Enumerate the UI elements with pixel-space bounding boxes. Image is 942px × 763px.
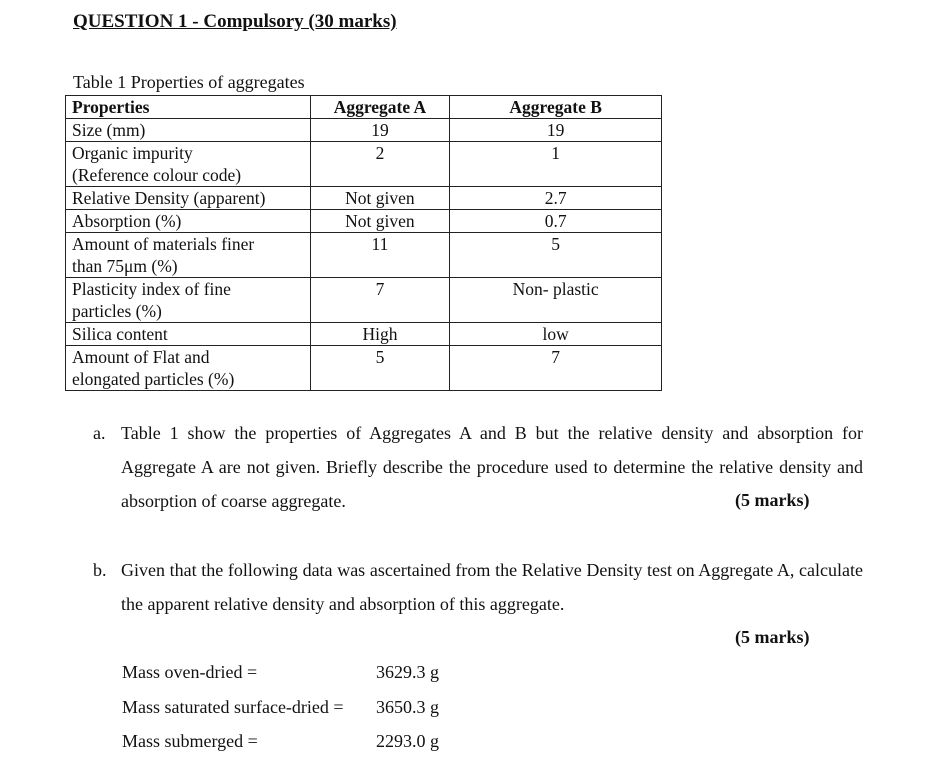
data-label: Mass saturated surface-dried = bbox=[122, 697, 344, 717]
data-label: Mass oven-dried = bbox=[122, 662, 258, 682]
property-line: Relative Density (apparent) bbox=[72, 188, 266, 208]
aggregate-a-cell: High bbox=[310, 323, 450, 346]
table-row bbox=[66, 346, 662, 391]
property-line: elongated particles (%) bbox=[72, 369, 235, 389]
property-cell bbox=[66, 187, 311, 210]
property-line: than 75μm (%) bbox=[72, 256, 178, 276]
part-b-text: Given that the following data was ascertained from the Relative Density test on Aggregate A, calculate the apparent relative density and absorption of this aggregate. bbox=[121, 560, 863, 614]
property-line: Organic impurity bbox=[72, 143, 193, 163]
aggregate-b-cell: 5 bbox=[450, 233, 662, 278]
aggregate-a-cell: 2 bbox=[310, 142, 450, 187]
property-line: particles (%) bbox=[72, 301, 162, 321]
part-a-letter: a. bbox=[93, 423, 106, 443]
property-cell bbox=[66, 323, 311, 346]
property-cell bbox=[66, 346, 311, 391]
part-a-text: Table 1 show the properties of Aggregates A and B but the relative density and absorption for Aggregate A are not given. Briefly describe the procedure used to determine the relative density and absorption of coarse aggregate. bbox=[121, 423, 863, 511]
aggregate-a-cell: 5 bbox=[310, 346, 450, 391]
aggregate-a-cell: 11 bbox=[310, 233, 450, 278]
table-caption: Table 1 Properties of aggregates bbox=[73, 72, 305, 92]
table-header-row bbox=[66, 96, 662, 119]
aggregate-b-cell: 19 bbox=[450, 119, 662, 142]
properties-table bbox=[65, 95, 662, 391]
property-line: Silica content bbox=[72, 324, 168, 344]
table-row bbox=[66, 323, 662, 346]
table-row bbox=[66, 278, 662, 323]
table-row bbox=[66, 142, 662, 187]
data-value: 3650.3 g bbox=[376, 697, 439, 717]
header-properties: Properties bbox=[66, 96, 311, 119]
property-cell bbox=[66, 210, 311, 233]
property-cell bbox=[66, 278, 311, 323]
data-label: Mass submerged = bbox=[122, 731, 258, 751]
header-aggregate-b: Aggregate B bbox=[450, 96, 662, 119]
aggregate-b-cell: low bbox=[450, 323, 662, 346]
property-line: Absorption (%) bbox=[72, 211, 182, 231]
property-line: Amount of materials finer bbox=[72, 234, 255, 254]
aggregate-a-cell: 19 bbox=[310, 119, 450, 142]
aggregate-b-cell: Non- plastic bbox=[450, 278, 662, 323]
aggregate-b-cell: 2.7 bbox=[450, 187, 662, 210]
property-line: (Reference colour code) bbox=[72, 165, 242, 185]
part-b-letter: b. bbox=[93, 560, 107, 580]
aggregate-a-cell: Not given bbox=[310, 210, 450, 233]
aggregate-b-cell: 1 bbox=[450, 142, 662, 187]
part-b bbox=[93, 553, 863, 621]
property-cell bbox=[66, 119, 311, 142]
property-cell bbox=[66, 233, 311, 278]
part-a-marks: (5 marks) bbox=[735, 490, 810, 510]
property-line: Plasticity index of fine bbox=[72, 279, 231, 299]
data-value: 2293.0 g bbox=[376, 731, 439, 751]
aggregate-a-cell: 7 bbox=[310, 278, 450, 323]
data-value: 3629.3 g bbox=[376, 662, 439, 682]
table-row bbox=[66, 210, 662, 233]
aggregate-b-cell: 7 bbox=[450, 346, 662, 391]
part-b-marks: (5 marks) bbox=[735, 627, 810, 647]
table-row bbox=[66, 119, 662, 142]
header-aggregate-a: Aggregate A bbox=[310, 96, 450, 119]
aggregate-a-cell: Not given bbox=[310, 187, 450, 210]
property-line: Amount of Flat and bbox=[72, 347, 210, 367]
table-row bbox=[66, 187, 662, 210]
property-line: Size (mm) bbox=[72, 120, 146, 140]
property-cell bbox=[66, 142, 311, 187]
table-row bbox=[66, 233, 662, 278]
question-title: QUESTION 1 - Compulsory (30 marks) bbox=[73, 11, 397, 32]
aggregate-b-cell: 0.7 bbox=[450, 210, 662, 233]
table-body bbox=[66, 119, 662, 391]
